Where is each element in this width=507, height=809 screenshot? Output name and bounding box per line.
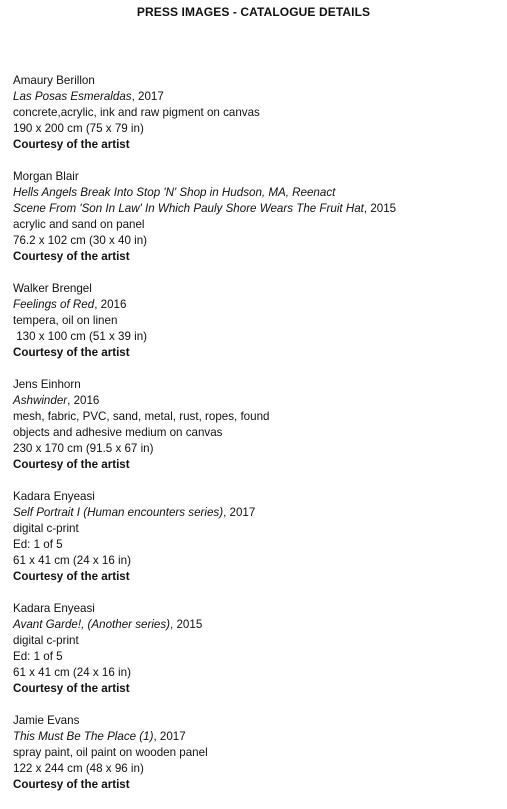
artist-name: Morgan Blair [13,170,79,183]
artwork-title-line [13,393,503,409]
artwork-title-line [13,729,503,745]
artwork-medium: digital c-print [13,634,79,647]
artwork-year: , 2016 [94,298,127,311]
artwork-title-line [13,617,503,633]
catalogue-entry [13,169,503,265]
artwork-medium: spray paint, oil paint on wooden panel [13,746,208,759]
credit-line: Courtesy of the artist [13,346,130,359]
credit-line: Courtesy of the artist [13,778,130,791]
page-title: PRESS IMAGES - CATALOGUE DETAILS [136,5,371,19]
artwork-year: , 2017 [223,506,256,519]
artist-name: Walker Brengel [13,282,92,295]
artwork-dimensions: 130 x 100 cm (51 x 39 in) [13,330,148,343]
artwork-title: Feelings of Red [13,298,95,311]
artwork-year: , 2017 [153,730,186,743]
artwork-title-line [13,505,503,521]
artwork-title: Self Portrait I (Human encounters series) [13,506,224,519]
artwork-title: Ashwinder [13,394,68,407]
artwork-dimensions: 190 x 200 cm (75 x 79 in) [13,122,144,135]
artwork-title: Hells Angels Break Into Stop 'N' Shop in Hudson, MA, Reenact [13,186,336,199]
artist-name: Jens Einhorn [13,378,81,391]
artwork-title: This Must Be The Place (1) [13,730,154,743]
credit-line: Courtesy of the artist [13,570,130,583]
catalogue-entry [13,73,503,153]
artwork-edition: Ed: 1 of 5 [13,650,63,663]
artwork-medium: concrete,acrylic, ink and raw pigment on canvas [13,106,260,119]
artwork-medium: digital c-print [13,522,79,535]
artwork-title-line [13,201,503,217]
artwork-title: Avant Garde!, (Another series) [13,618,171,631]
artwork-dimensions: 61 x 41 cm (24 x 16 in) [13,666,131,679]
catalogue-entry [13,601,503,697]
artwork-dimensions: 230 x 170 cm (91.5 x 67 in) [13,442,154,455]
artist-name: Amaury Berillon [13,74,95,87]
artwork-title: Scene From 'Son In Law' In Which Pauly Shore Wears The Fruit Hat [13,202,364,215]
artwork-year: , 2015 [363,202,397,215]
catalogue-entry [13,377,503,473]
artwork-year: , 2015 [170,618,203,631]
artwork-title-line [13,89,503,105]
catalogue-entry [13,489,503,585]
credit-line: Courtesy of the artist [13,138,130,151]
artwork-year: , 2016 [67,394,100,407]
artwork-medium: mesh, fabric, PVC, sand, metal, rust, ropes, found [13,410,270,423]
catalogue-entry [13,713,503,793]
artwork-title-line [13,297,503,313]
artist-name: Jamie Evans [13,714,80,727]
artwork-medium: tempera, oil on linen [13,314,118,327]
catalogue-entry [13,281,503,361]
artwork-title: Las Posas Esmeraldas [13,90,132,103]
artwork-year: , 2017 [131,90,164,103]
artwork-medium: acrylic and sand on panel [13,218,145,231]
artist-name: Kadara Enyeasi [13,490,95,503]
artwork-dimensions: 61 x 41 cm (24 x 16 in) [13,554,131,567]
credit-line: Courtesy of the artist [13,682,130,695]
credit-line: Courtesy of the artist [13,250,130,263]
credit-line: Courtesy of the artist [13,458,130,471]
catalogue-entries [13,73,503,809]
artwork-dimensions: 122 x 244 cm (48 x 96 in) [13,762,144,775]
artwork-dimensions: 76.2 x 102 cm (30 x 40 in) [13,234,148,247]
artwork-medium-continued: objects and adhesive medium on canvas [13,426,223,439]
artwork-edition: Ed: 1 of 5 [13,538,63,551]
artist-name: Kadara Enyeasi [13,602,95,615]
